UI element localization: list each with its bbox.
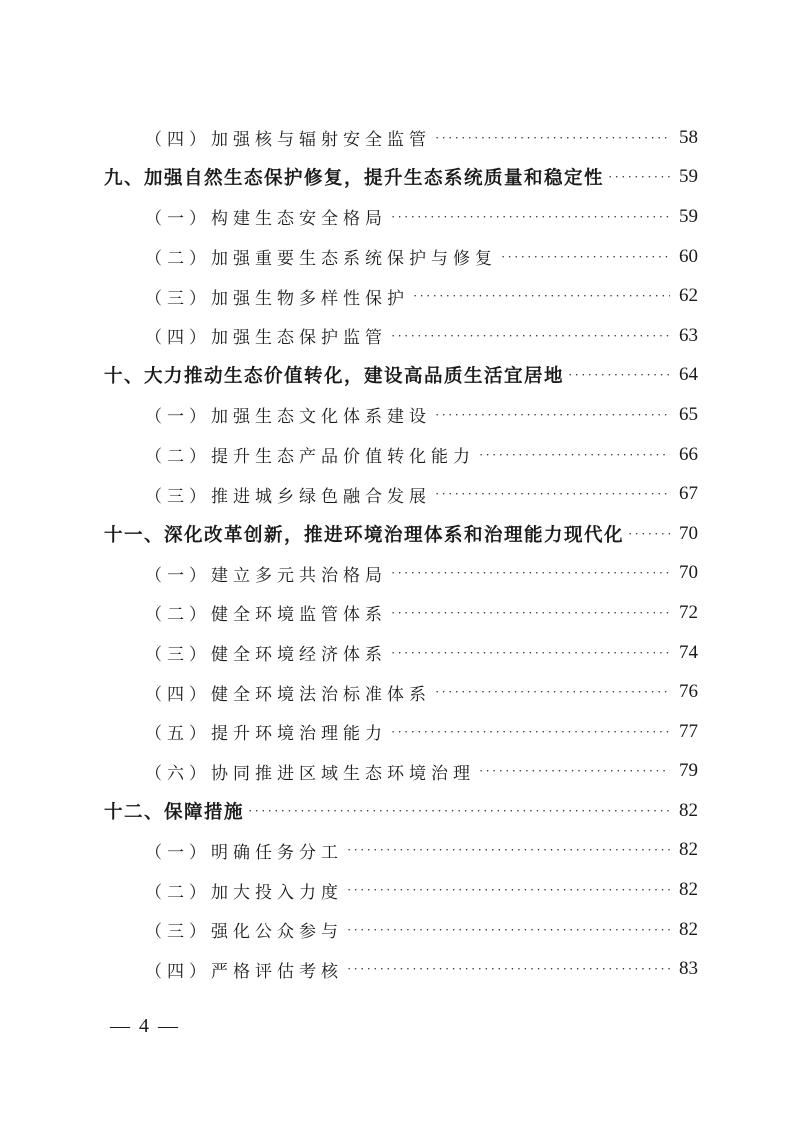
toc-entry-page: 67 [679,483,698,505]
toc-entry-page: 70 [679,562,698,584]
toc-entry-page: 82 [679,918,698,940]
leader-dots [391,328,670,344]
toc-entry[interactable] [104,910,698,950]
leader-dots [501,249,670,265]
toc-chapter[interactable] [104,791,698,831]
leader-dots [568,367,670,383]
toc-entry-title: （二）加强重要生态系统保护与修复 [145,249,497,270]
toc-entry-title: （三）推进城乡绿色融合发展 [145,486,431,507]
toc-chapter[interactable] [104,158,698,198]
leader-dots [413,288,670,304]
toc-chapter[interactable] [104,514,698,554]
leader-dots [391,724,670,740]
toc-entry-page: 60 [679,245,698,267]
toc-entry-title: （四）加强核与辐射安全监管 [145,130,431,151]
leader-dots [479,447,670,463]
toc-entry-title: （一）建立多元共治格局 [145,565,387,586]
toc-entry[interactable] [104,118,698,158]
toc-chapter-title: 九、加强自然生态保护修复，提升生态系统质量和稳定性 [104,168,605,190]
toc-entry-title: （四）加强生态保护监管 [145,328,387,349]
toc-entry-title: （四）严格评估考核 [145,961,343,982]
toc-entry-page: 62 [679,285,698,307]
toc-entry-page: 82 [679,839,698,861]
toc-entry-title: （三）加强生物多样性保护 [145,288,409,309]
toc-entry-page: 83 [679,958,698,980]
toc-entry[interactable] [104,593,698,633]
toc-entry-title: （四）健全环境法治标准体系 [145,684,431,705]
toc-entry-title: （一）加强生态文化体系建设 [145,407,431,428]
leader-dots [347,961,670,977]
toc-entry-title: （五）提升环境治理能力 [145,724,387,745]
toc-entry-page: 58 [679,126,698,148]
toc-entry-title: （二）提升生态产品价值转化能力 [145,447,475,468]
toc-entry-page: 59 [679,205,698,227]
toc-entry-page: 65 [679,403,698,425]
toc-entry[interactable] [104,237,698,277]
toc-entry[interactable] [104,554,698,594]
toc-entry-page: 82 [679,799,698,821]
leader-dots [391,209,670,225]
toc-chapter-title: 十二、保障措施 [104,801,245,823]
toc-entry-page: 63 [679,324,698,346]
toc-entry[interactable] [104,949,698,989]
toc-chapter-title: 十、大力推动生态价值转化，建设高品质生活宜居地 [104,366,565,388]
toc-entry[interactable] [104,633,698,673]
toc-entry[interactable] [104,474,698,514]
leader-dots [391,565,670,581]
leader-dots [248,803,670,819]
page-number-footer: — 4 — [110,1015,180,1037]
leader-dots [435,486,670,502]
toc-entry-title: （六）协同推进区域生态环境治理 [145,763,475,784]
leader-dots [628,526,670,542]
toc-entry-page: 70 [679,522,698,544]
toc-entry-title: （一）构建生态安全格局 [145,209,387,230]
toc-chapter[interactable] [104,356,698,396]
leader-dots [479,763,670,779]
leader-dots [435,130,670,146]
toc-entry[interactable] [104,276,698,316]
toc-chapter-title: 十一、深化改革创新，推进环境治理体系和治理能力现代化 [104,524,625,546]
toc-entry-page: 59 [679,166,698,188]
leader-dots [435,684,670,700]
toc-entry-title: （三）健全环境经济体系 [145,645,387,666]
toc-entry-title: （二）加大投入力度 [145,882,343,903]
leader-dots [435,407,670,423]
table-of-contents [104,118,698,989]
toc-entry[interactable] [104,435,698,475]
toc-entry-title: （三）强化公众参与 [145,922,343,943]
toc-entry-page: 77 [679,720,698,742]
toc-entry[interactable] [104,197,698,237]
toc-entry[interactable] [104,316,698,356]
toc-entry-title: （一）明确任务分工 [145,842,343,863]
toc-entry[interactable] [104,712,698,752]
toc-entry-page: 66 [679,443,698,465]
toc-entry[interactable] [104,870,698,910]
toc-entry[interactable] [104,752,698,792]
toc-entry[interactable] [104,395,698,435]
leader-dots [608,169,670,185]
toc-entry-page: 82 [679,879,698,901]
toc-entry-page: 64 [679,364,698,386]
toc-entry-page: 74 [679,641,698,663]
leader-dots [347,842,670,858]
leader-dots [347,922,670,938]
leader-dots [347,882,670,898]
leader-dots [391,645,670,661]
toc-entry-page: 72 [679,601,698,623]
toc-entry-page: 79 [679,760,698,782]
leader-dots [391,605,670,621]
toc-entry[interactable] [104,831,698,871]
toc-entry-title: （二）健全环境监管体系 [145,605,387,626]
toc-entry-page: 76 [679,681,698,703]
toc-entry[interactable] [104,672,698,712]
